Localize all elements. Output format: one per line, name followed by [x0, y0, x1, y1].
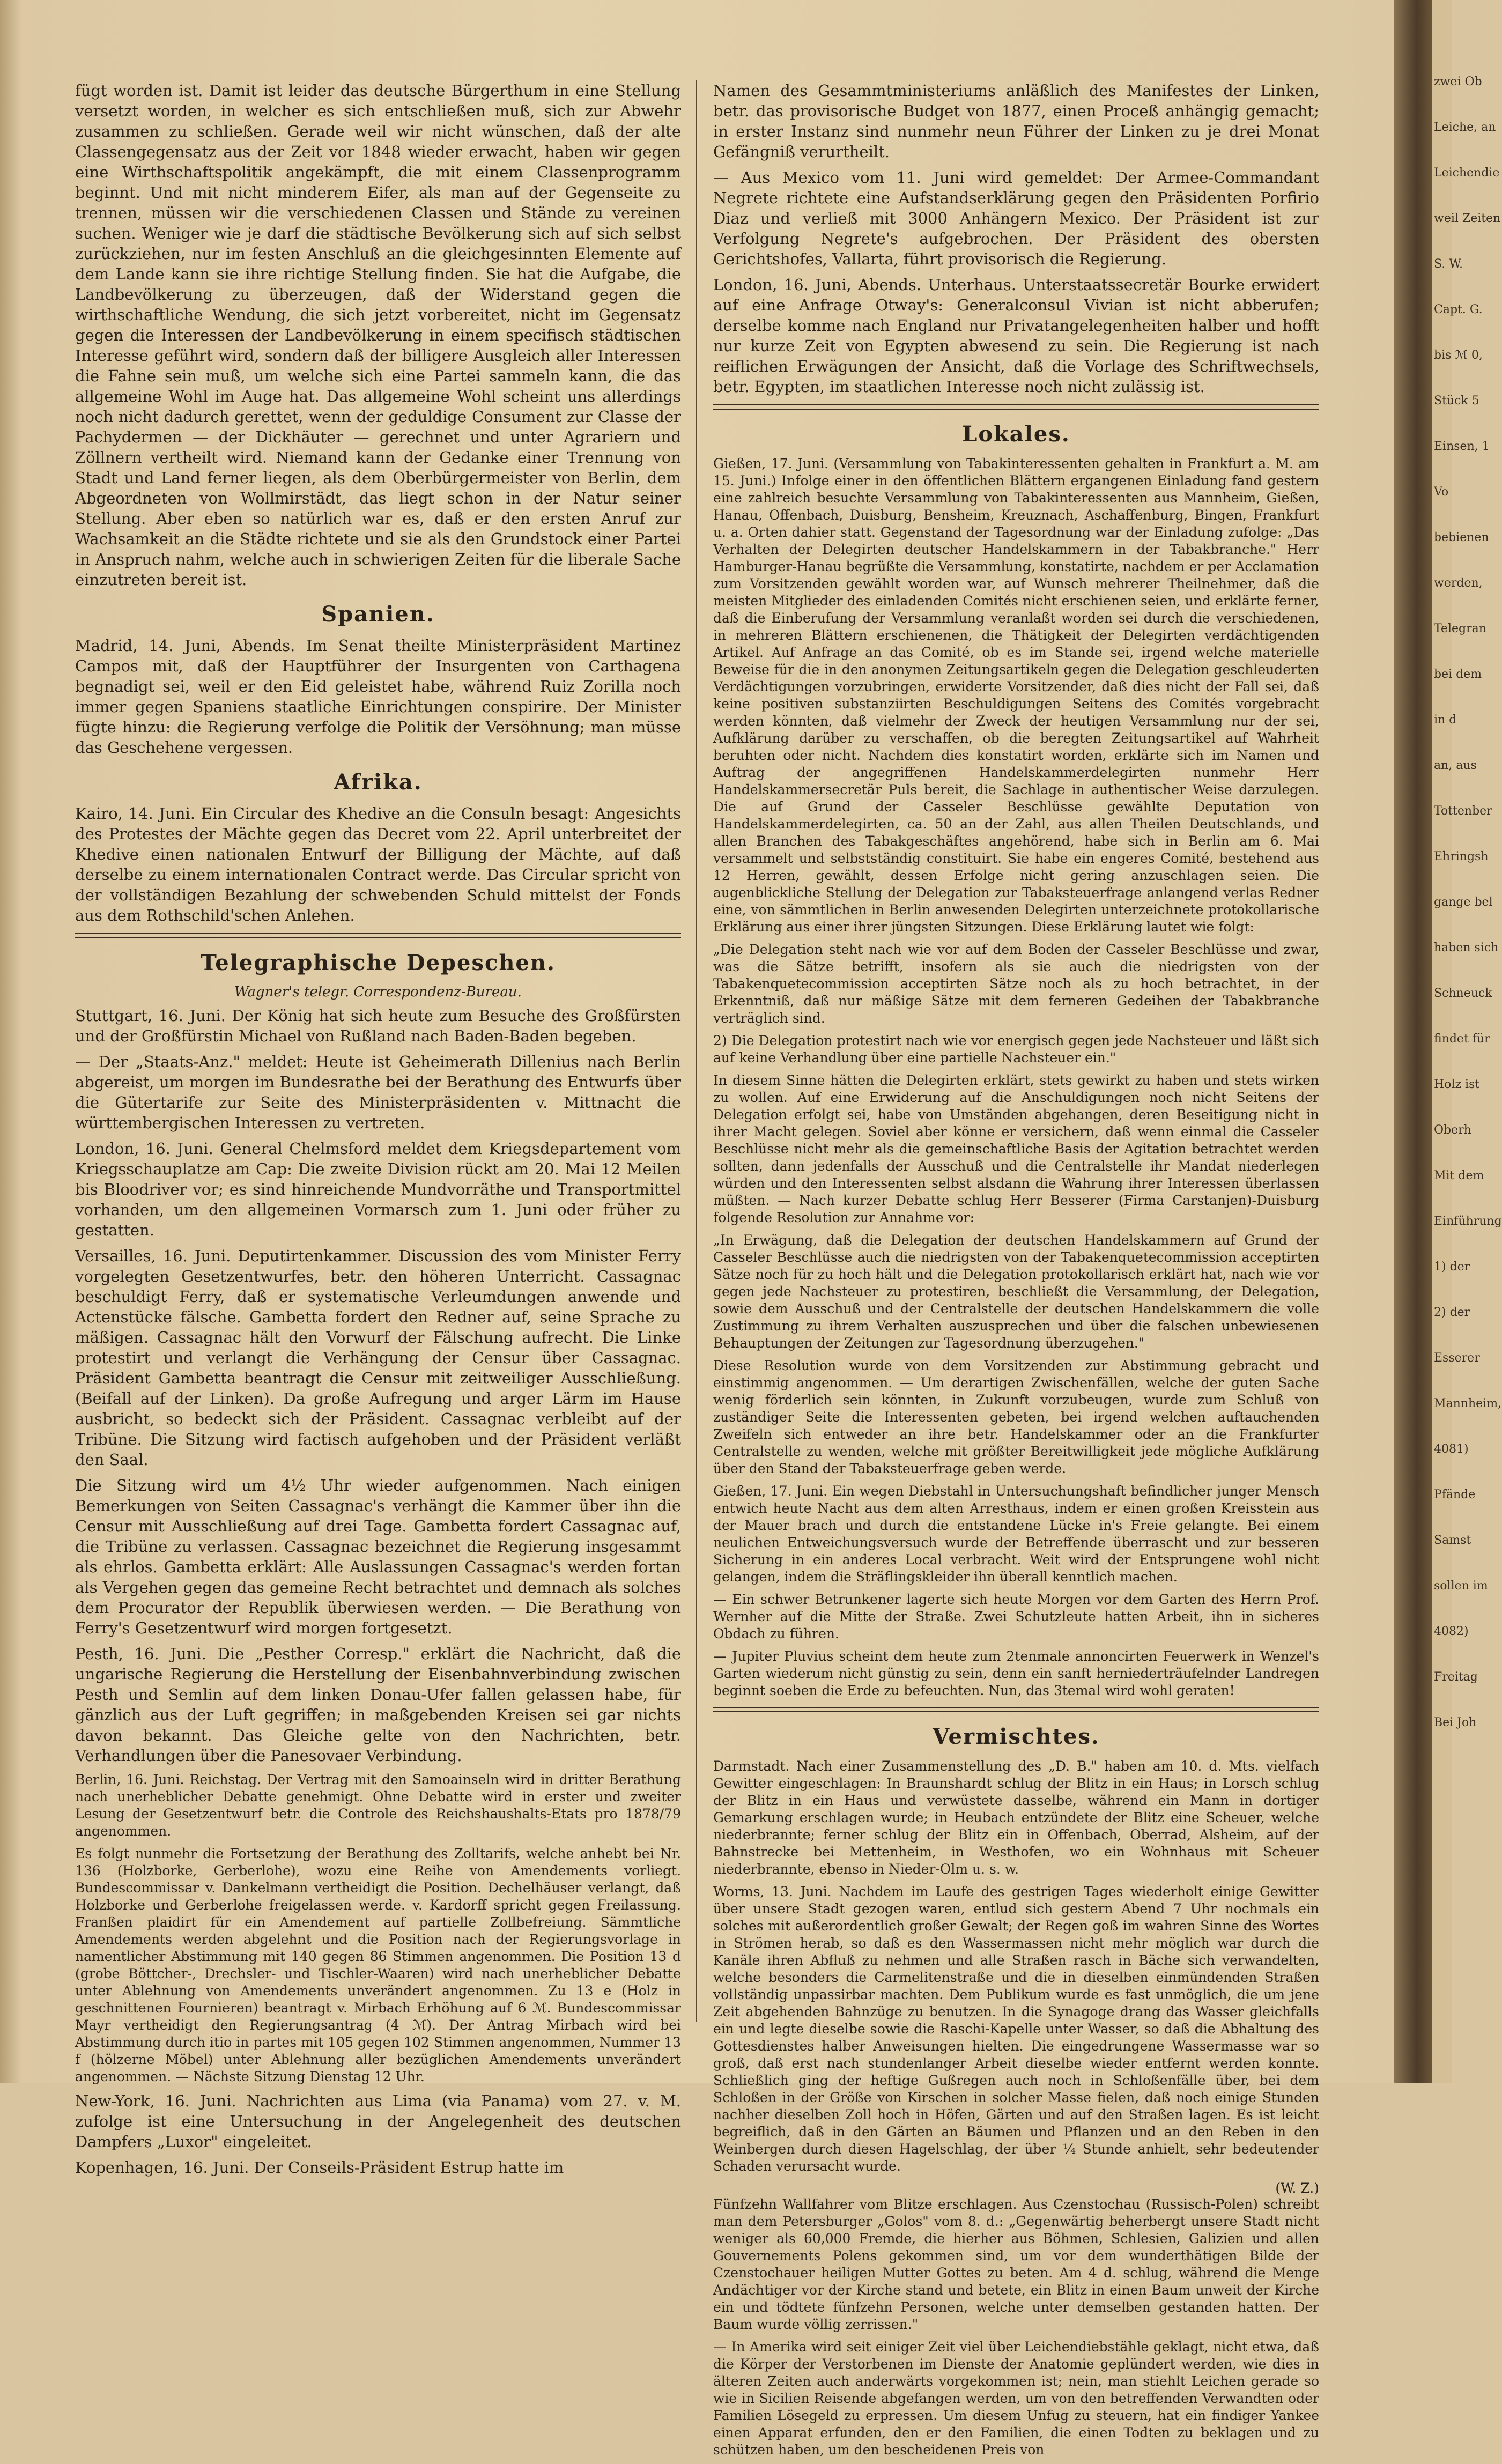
- section-heading-spain: Spanien.: [321, 602, 435, 627]
- telegram-versailles-cont: Die Sitzung wird um 4½ Uhr wieder aufgenommen. Nach einigen Bemerkungen von Seiten Cassagnac's verhängt die Kammer über ihn die Censur mit Ausschließung auf drei Tage. Gambetta fordert Cassagnac auf, die Tribüne zu verlassen. Cassagnac bezeichnet die Regierung insgesammt als ehrlos. Gambetta erklärt: Alle Auslassungen Cassagnac's werden fortan als Vergehen gegen das gemeine Recht betrachtet und demnach als solches dem Procurator der Republik überwiesen werden. — Die Berathung von Ferry's Gesetzentwurf wird morgen fortgesetzt.: [75, 1476, 681, 1637]
- telegram-pesth: Pesth, 16. Juni. Die „Pesther Corresp." erklärt die Nachricht, daß die ungarische Regierung die Herstellung der Eisenbahnverbindung zwischen Pesth und Semlin auf dem linken Donau-Ufer fallen gelassen habe, für gänzlich aus der Luft gegriffen; in maßgebenden Kreisen sei gar nichts davon bekannt. Das Gleiche gelte von den Nachrichten, betr. Verhandlungen über die Panesovaer Verbindung.: [75, 1645, 681, 1765]
- misc-darmstadt: Darmstadt. Nach einer Zusammenstellung des „D. B." haben am 10. d. Mts. vielfach Gewitter eingeschlagen: In Braunshardt schlug der Blitz in ein Haus; in Lorsch schlug der Blitz in ein Haus und verwüstete dasselbe, während ein Mann in dortiger Gemarkung erschlagen wurde; in Heubach entzündete der Blitz eine Scheuer, welche niederbrannte; ferner schlug der Blitz ein in Offenbach, Oberrad, Alsheim, auf der Bahnstrecke bei Mettenheim, in Westhofen, wo ein Wohnhaus mit Scheuer niederbrannte, ebenso in Nieder-Olm u. s. w.: [713, 1758, 1319, 1877]
- telegram-london: London, 16. Juni. General Chelmsford meldet dem Kriegsdepartement vom Kriegsschauplatze am Cap: Die zweite Division rückt am 20. Mai 12 Meilen bis Bloodriver vor; es sind hinreichende Mundvorräthe und Transportmittel vorhanden, um den allgemeinen Vormarsch zum 1. Juni oder früher zu gestatten.: [75, 1139, 681, 1239]
- telegram-copenhagen-cont: Namen des Gesammtministeriums anläßlich des Manifestes der Linken, betr. das provisorische Budget von 1877, einen Proceß anhängig gemacht; in erster Instanz sind nunmehr neun Führer der Linken zu je drei Monat Gefängniß verurtheilt.: [713, 82, 1319, 161]
- telegram-copenhagen: Kopenhagen, 16. Juni. Der Conseils-Präsident Estrup hatte im: [75, 2158, 564, 2177]
- misc-pilgrims: Fünfzehn Wallfahrer vom Blitze erschlagen. Aus Czenstochau (Russisch-Polen) schreibt man dem Petersburger „Golos" vom 8. d.: „Gegenwärtig beherbergt unsere Stadt nicht weniger als 60,000 Fremde, die hierher aus Böhmen, Schlesien, Galizien und allen Gouvernements Polens gekommen sind, um vor dem wunderthätigen Bilde der Czenstochauer heiligen Mutter Gottes zu beten. Am 4 d. schlug, während die Menge Andächtiger vor der Kirche stand und betete, ein Blitz in einen Baum unweit der Kirche ein und tödtete fünfzehn Personen, welche unter demselben gestanden hatten. Der Baum wurde völlig zerrissen.": [713, 2196, 1319, 2332]
- adjacent-page-fragment: Vo: [1434, 485, 1449, 499]
- misc-worms: Worms, 13. Juni. Nachdem im Laufe des gestrigen Tages wiederholt einige Gewitter über unsere Stadt gezogen waren, entlud sich gestern Abend 7 Uhr nochmals ein solches mit außerordentlich großer Gewalt; der Regen goß im wahren Sinne des Wortes in Strömen herab, so daß es den Wassermassen nicht mehr möglich war durch die Kanäle ihren Abfluß zu nehmen und alle Straßen rasch in Bäche sich verwandelten, welche besonders die Carmelitenstraße und die in dieselben einmündenden Straßen vollständig unpassirbar machten. Dem Publikum wurde es fast unmöglich, die um jene Zeit abgehenden Bahnzüge zu benutzen. In die Synagoge drang das Wasser gleichfalls ein und legte dieselbe sowie die Raschi-Kapelle unter Wasser, so daß die Abhaltung des Gottesdienstes halber Anweisungen hielten. Die eingedrungene Wassermasse war so groß, daß erst nach stundenlanger Arbeit dieselbe wieder entfernt werden konnte. Schließlich ging der heftige Gußregen auch noch in Schloßenfälle über, bei dem Schloßen in der Größe von Kirschen in solcher Masse fielen, daß noch einige Stunden nachher dieselben Zoll hoch in Höfen, Gärten und auf den Straßen lagen. Es ist leicht begreiflich, daß in den Gärten an Bäumen und Pflanzen und an den Reben in den Weinbergen durch diesen Hagelschlag, der über ¼ Stunde anhielt, sehr bedeutender Schaden verursacht wurde.: [713, 1884, 1319, 2174]
- section-heading-telegrams: Telegraphische Depeschen.: [201, 950, 556, 975]
- local-resolution-vote: Diese Resolution wurde von dem Vorsitzenden zur Abstimmung gebracht und einstimmig angenommen. — Um derartigen Zwischenfällen, welche der guten Sache wenig förderlich sein könnten, in Zukunft vorzubeugen, wurde zum Schluß von zuständiger Seite die Interessenten gebeten, bei irgend welchen auftauchenden Zweifeln sich entweder an ihre betr. Handelskammer oder an die Frankfurter Centralstelle zu wenden, welche mit größter Bereitwilligkeit jede mögliche Aufklärung über den Stand der Tabaksteuerfrage geben werde.: [713, 1358, 1319, 1476]
- adjacent-page-fragment: Ehringsh: [1434, 850, 1489, 863]
- adjacent-page-fragment: Holz ist: [1434, 1078, 1480, 1091]
- book-gutter: [1394, 0, 1432, 2083]
- adjacent-page-fragment: 4082): [1434, 1625, 1469, 1638]
- adjacent-page-fragment: Capt. G.: [1434, 303, 1483, 316]
- telegram-mexico: — Aus Mexico vom 11. Juni wird gemeldet: Der Armee-Commandant Negrete richtete eine Aufstandserklärung gegen den Präsidenten Porfirio Diaz und verließ mit 3000 Anhängern Mexico. Der Präsident ist zur Verfolgung Negrete's aufgebrochen. Der Präsident des obersten Gerichtshofes, Vallarta, führt provisorisch die Regierung.: [713, 168, 1319, 268]
- article-continuation: fügt worden ist. Damit ist leider das deutsche Bürgerthum in eine Stellung versetzt worden, in welcher es sich entschließen muß, sich zur Abwehr zusammen zu schließen. Gerade weil wir nicht wünschen, daß der alte Classengegensatz aus der Zeit vor 1848 wieder erwacht, haben wir gegen eine Wirthschaftspolitik angekämpft, die mit einem Classenprogramm beginnt. Und mit nicht minderem Eifer, als man auf der Gegenseite zu trennen, müssen wir die verschiedenen Classen und Stände zu vereinen suchen. Weniger wie je darf die städtische Bevölkerung sich auf sich selbst zurückziehen, nur im festen Anschluß an die gleichgesinnten Elemente auf dem Lande kann sie ihre richtige Stellung finden. Sie hat die Aufgabe, die Landbevölkerung zu überzeugen, daß der Widerstand gegen die wirthschaftliche Wendung, die sich jetzt vorbereitet, nicht im Gegensatz gegen die Interessen der Landbevölkerung in einem specifisch städtischen Interesse geführt wird, sondern daß der billigere Ausgleich aller Interessen die Fahne sein muß, um welche sich eine Partei sammeln kann, die das allgemeine Wohl im Auge hat. Das allgemeine Wohl scheint uns allerdings noch nicht dadurch gerettet, wenn der geduldige Consument zur Classe der Pachydermen — der Dickhäuter — gerechnet und unter Agrariern und Zöllnern vertheilt wird. Niemand kann der Gedanke einer Trennung von Stadt und Land ferner liegen, als dem Oberbürgermeister von Berlin, dem Abgeordneten von Wollmirstädt, das liegt schon in der Natur seiner Stellung. Aber eben so natürlich war es, daß er den ersten Anruf zur Wachsamkeit an die Städte richtete und sie als den Grundstock einer Partei in Anspruch nahm, welche auch in schwierigen Zeiten für die liberale Sache einzutreten bereit ist.: [75, 82, 681, 589]
- adjacent-page-fragment: Einsen, 1: [1434, 440, 1490, 453]
- section-heading-africa: Afrika.: [334, 769, 423, 795]
- telegram-berlin: Berlin, 16. Juni. Reichstag. Der Vertrag mit den Samoainseln wird in dritter Berathung nach unerheblicher Debatte genehmigt. Ohne Debatte wird in erster und zweiter Lesung der Gesetzentwurf betr. die Controle des Reichshaushalts-Etats pro 1878/79 angenommen.: [75, 1772, 681, 1839]
- adjacent-page-fragment: Einführung: [1434, 1215, 1502, 1228]
- telegram-bureau-credit: Wagner's telegr. Correspondenz-Bureau.: [234, 984, 522, 1000]
- local-drunk: — Ein schwer Betrunkener lagerte sich heute Morgen vor dem Garten des Herrn Prof. Wernher auf die Mitte der Straße. Zwei Schutzleute hatten Arbeit, ihn in sicheres Obdach zu führen.: [713, 1592, 1319, 1641]
- telegram-newyork: New-York, 16. Juni. Nachrichten aus Lima (via Panama) vom 27. v. M. zufolge ist eine Untersuchung in der Angelegenheit des deutschen Dampfers „Luxor" eingeleitet.: [75, 2092, 681, 2151]
- misc-signature: (W. Z.): [1275, 2180, 1319, 2196]
- local-fireworks: — Jupiter Pluvius scheint dem heute zum 2tenmale annoncirten Feuerwerk in Wenzel's Garten wiederum nicht günstig zu sein, denn ein sanft herniederträufelnder Landregen beginnt soeben die Erde zu befeuchten. Nun, das 3temal wird wohl geraten!: [713, 1648, 1319, 1698]
- adjacent-page-fragment: Stück 5: [1434, 394, 1479, 408]
- section-divider: [713, 404, 1319, 410]
- adjacent-page-fragment: bis ℳ 0,: [1434, 349, 1483, 362]
- local-tobacco-meeting: Gießen, 17. Juni. (Versammlung von Tabakinteressenten gehalten in Frankfurt a. M. am 15. Juni.) Infolge einer in den öffentlichen Blättern ergangenen Einladung fand gestern eine zahlreich besuchte Versammlung von Tabakinteressenten aus Mannheim, Gießen, Hanau, Offenbach, Duisburg, Bensheim, Kreuznach, Aschaffenburg, Bingen, Frankfurt u. a. Orten dahier statt. Gegenstand der Tagesordnung war der Einladung zufolge: „Das Verhalten der Delegirten deutscher Handelskammern in der Tabakbranche." Herr Hamburger-Hanau begrüßte die Versammlung, konstatirte, nachdem er per Acclamation zum Vorsitzenden gewählt worden war, auf Wunsch mehrerer Theilnehmer, daß die meisten Mitglieder des einladenden Comités nicht erschienen seien, und erklärte ferner, daß die Einberufung der Versammlung veranlaßt worden sei durch die verschiedenen, in mehreren Blättern erschienenen, die Thätigkeit der Delegirten verdächtigenden Artikel. Auf Anfrage an das Comité, ob es im Stande sei, irgend welche materielle Beweise für die in den anonymen Zeitungsartikeln gegen die Delegation geschleuderten Verdächtigungen vorzubringen, erwiderte Vorsitzender, daß dies nicht der Fall sei, daß keine positiven substanziirten Beschuldigungen Seitens des Comités vorgebracht werden könnten, daß vielmehr der Zweck der heutigen Versammlung nur der sei, Aufklärung darüber zu verschaffen, ob die beregten Zeitungsartikel auf Wahrheit beruhten oder nicht. Nachdem dies konstatirt worden, erklärte sich im Namen und Auftrag der angegriffenen Handelskammerdelegirten nunmehr Herr Handelskammersecretär Puls bereit, die Sachlage in authentischer Weise darzulegen. Die auf Grund der Casseler Beschlüsse gewählte Deputation von Handelskammerdelegirten, ca. 50 an der Zahl, aus allen Theilen Deutschlands, und allen Branchen des Tabakgeschäftes angehörend, habe sich in Berlin am 6. Mai versammelt und selbstständig constituirt. Sie habe ein engeres Comité, bestehend aus 12 Herren, gewählt, dessen Erfolge nicht gering anzuschlagen seien. Die augenblickliche Stellung der Delegation zur Tabaksteuerfrage anlangend verlas Redner eine, von sämmtlichen in Berlin anwesenden Delegirten unterzeichnete protokollarische Erklärung aus einer ihrer jüngsten Sitzungen. Diese Erklärung lautet wie folgt:: [713, 456, 1319, 935]
- telegram-versailles: Versailles, 16. Juni. Deputirtenkammer. Discussion des vom Minister Ferry vorgelegten Gesetzentwurfes, betr. den höheren Unterricht. Cassagnac beschuldigt Ferry, daß er systematische Verleumdungen anwende und Actenstücke fälsche. Gambetta fordert den Redner auf, seine Sprache zu mäßigen. Cassagnac hält den Vorwurf der Fälschung aufrecht. Die Linke protestirt und verlangt die Verhängung der Censur über Cassagnac. Präsident Gambetta beantragt die Censur mit zeitweiliger Ausschließung. (Beifall auf der Linken). Da große Aufregung und arger Lärm im Hause ausbricht, so bedeckt sich der Präsident. Cassagnac verbleibt auf der Tribüne. Die Sitzung wird factisch aufgehoben und der Präsident verläßt den Saal.: [75, 1247, 681, 1469]
- adjacent-page-fragment: sollen im: [1434, 1579, 1488, 1593]
- adjacent-page-fragment: weil Zeiten: [1434, 212, 1501, 225]
- section-heading-misc: Vermischtes.: [933, 1724, 1100, 1749]
- adjacent-page-fragment: Pfände: [1434, 1488, 1476, 1501]
- adjacent-page-fragment: gange bel: [1434, 896, 1493, 909]
- adjacent-page-fragment: werden,: [1434, 576, 1483, 590]
- section-heading-local: Lokales.: [962, 421, 1070, 447]
- adjacent-page-fragment: 1) der: [1434, 1260, 1470, 1274]
- article-africa: Kairo, 14. Juni. Ein Circular des Khedive an die Consuln besagt: Angesichts des Protestes der Mächte gegen das Decret vom 22. April unterbreitet der Khedive einen nationalen Entwurf der Billigung der Mächte, auf daß derselbe zu einem internationalen Contract werde. Das Circular spricht von der vollständigen Bezahlung der schwebenden Schuld mittelst der Fonds aus dem Rothschild'schen Anlehen.: [75, 804, 681, 924]
- adjacent-page-fragment: S. W.: [1434, 257, 1463, 271]
- adjacent-page-fragment: Schneuck: [1434, 987, 1492, 1000]
- adjacent-page-fragment: 2) der: [1434, 1306, 1470, 1319]
- local-escape: Gießen, 17. Juni. Ein wegen Diebstahl in Untersuchungshaft befindlicher junger Mensch entwich heute Nacht aus dem alten Arresthaus, indem er einen großen Kreisstein aus der Mauer brach und durch die entstandene Lücke in's Freie gelangte. Bei einem neulichen Entweichungsversuch wurde der Betreffende überrascht und zur besseren Sicherung in ein anderes Local verbracht. Weit wird der Entsprungene wohl nicht gelangen, indem die Sträflingskleider ihn überall kenntlich machen.: [713, 1483, 1319, 1585]
- adjacent-page-fragment: Leichendie: [1434, 166, 1500, 180]
- column-right: [713, 80, 1319, 2464]
- column-left: [75, 80, 681, 2183]
- telegram-staatsanzeiger: — Der „Staats-Anz." meldet: Heute ist Geheimerath Dillenius nach Berlin abgereist, um morgen im Bundesrathe bei der Berathung des Entwurfs über die Gütertarife zur Seite des Ministerpräsidenten v. Mittnacht die württembergischen Interessen zu vertreten.: [75, 1053, 681, 1132]
- adjacent-page-fragment: in d: [1434, 713, 1457, 727]
- column-rule: [696, 80, 697, 2022]
- local-declaration-2: 2) Die Delegation protestirt nach wie vor energisch gegen jede Nachsteuer und läßt sich auf keine Verhandlung über eine partielle Nachsteuer ein.": [713, 1033, 1319, 1065]
- adjacent-page-fragment: Tottenber: [1434, 804, 1492, 818]
- local-declaration-1: „Die Delegation steht nach wie vor auf dem Boden der Casseler Beschlüsse und zwar, was die Sätze betrifft, insofern als sie auch die niedrigsten von der Tabakenquetecommission acceptirten Sätze noch als zu hoch betrachtet, in der Erkenntniß, daß nur mäßige Sätze mit dem ferneren Gedeihen der Tabakbranche verträglich sind.: [713, 942, 1319, 1026]
- adjacent-page-fragment: zwei Ob: [1434, 75, 1482, 88]
- adjacent-page-fragment: Oberh: [1434, 1123, 1471, 1137]
- section-divider: [713, 1707, 1319, 1712]
- local-resolution: „In Erwägung, daß die Delegation der deutschen Handelskammern auf Grund der Casseler Beschlüsse auch die niedrigsten von der Tabakenquetecommission acceptirten Sätze noch für zu hoch hält und die Delegation protokollarisch erklärt hat, nach wie vor gegen jede Nachsteuer zu protestiren, beschließt die Versammlung, der Delegation, sowie dem Ausschuß und der Centralstelle der deutschen Handelskammern die volle Zustimmung zu ihrem Verhalten auszusprechen und über die falschen unbewiesenen Behauptungen der Zeitungen zur Tagesordnung überzugehen.": [713, 1232, 1319, 1351]
- article-spain: Madrid, 14. Juni, Abends. Im Senat theilte Ministerpräsident Martinez Campos mit, daß der Hauptführer der Insurgenten von Carthagena begnadigt sei, weil er den Eid geleistet habe, während Ruiz Zorilla noch immer gegen Spaniens staatliche Einrichtungen conspirire. Der Minister fügte hinzu: die Regierung verfolge die Politik der Versöhnung; man müsse das Geschehene vergessen.: [75, 637, 681, 757]
- local-meeting-cont: In diesem Sinne hätten die Delegirten erklärt, stets gewirkt zu haben und stets wirken zu wollen. Auf eine Erwiderung auf die Anschuldigungen noch nicht Seitens der Delegation erfolgt sei, habe von Umständen abgehangen, deren Beseitigung nicht in ihrer Macht gelegen. Soviel aber könne er versichern, daß wenn einmal die Casseler Beschlüsse nicht mehr als die gemeinschaftliche Basis der Agitation betrachtet werden sollten, dann jedenfalls der Ausschuß und die Centralstelle ihr Mandat niederlegen würden und den Interessenten selbst alsdann die Wahrung ihrer Interessen überlassen müßten. — Nach kurzer Debatte schlug Herr Besserer (Firma Carstanjen)-Duisburg folgende Resolution zur Annahme vor:: [713, 1072, 1319, 1225]
- adjacent-page-fragment: 4081): [1434, 1442, 1469, 1456]
- adjacent-page-fragment: haben sich: [1434, 941, 1499, 954]
- adjacent-page-fragment: an, aus: [1434, 759, 1477, 772]
- telegram-berlin-cont: Es folgt nunmehr die Fortsetzung der Berathung des Zolltarifs, welche anhebt bei Nr. 136 (Holzborke, Gerberlohe), wozu eine Reihe von Amendements vorliegt. Bundescommissar v. Dankelmann vertheidigt die Position. Dechelhäuser verlangt, daß Holzborke und Gerberlohe freigelassen werde. v. Kardorff spricht gegen Freilassung. Franßen plaidirt für ein Amendement auf partielle Zollbefreiung. Sämmtliche Amendements werden abgelehnt und die Position nach der Regierungsvorlage in namentlicher Abstimmung mit 140 gegen 86 Stimmen angenommen. Die Position 13 d (grobe Böttcher-, Drechsler- und Tischler-Waaren) wird nach unerheblicher Debatte unter Ablehnung von Amendements unverändert angenommen. Zu 13 e (Holz in geschnittenen Fournieren) beantragt v. Mirbach Erhöhung auf 6 ℳ. Bundescommissar Mayr vertheidigt den Regierungsantrag (4 ℳ). Der Antrag Mirbach wird bei Abstimmung durch itio in partes mit 105 gegen 102 Stimmen angenommen, Nummer 13 f (hölzerne Möbel) unter Ablehnung aller bezüglichen Amendements unverändert angenommen. — Nächste Sitzung Dienstag 12 Uhr.: [75, 1846, 681, 2084]
- adjacent-page-fragment: Telegran: [1434, 622, 1486, 635]
- adjacent-page-fragment: Mit dem: [1434, 1169, 1484, 1182]
- adjacent-page-fragment: bebienen: [1434, 531, 1489, 544]
- page-shadow: [0, 0, 21, 2083]
- section-divider: [75, 933, 681, 938]
- adjacent-page-edge: [1432, 0, 1502, 2083]
- adjacent-page-fragment: Mannheim,: [1434, 1397, 1502, 1410]
- adjacent-page-fragment: bei dem: [1434, 668, 1482, 681]
- misc-america: — In Amerika wird seit einiger Zeit viel über Leichendiebstähle geklagt, nicht etwa, daß die Körper der Verstorbenen im Dienste der Anatomie geplündert werden, wie dies in älteren Zeiten auch anderwärts vorgekommen ist; nein, man stiehlt Leichen gerade so wie in Sicilien Reisende abgefangen werden, um von den betreffenden Verwandten oder Familien Lösegeld zu erpressen. Um diesem Unfug zu steuern, hat ein findiger Yankee einen Apparat erfunden, den er den Familien, die einen Todten zu beklagen und zu schützen haben, um den bescheidenen Preis von: [713, 2339, 1319, 2458]
- telegram-stuttgart: Stuttgart, 16. Juni. Der König hat sich heute zum Besuche des Großfürsten und der Großfürstin Michael von Rußland nach Baden-Baden begeben.: [75, 1007, 681, 1045]
- adjacent-page-fragment: Esserer: [1434, 1351, 1480, 1365]
- telegram-london-evening: London, 16. Juni, Abends. Unterhaus. Unterstaatssecretär Bourke erwidert auf eine Anfrage Otway's: Generalconsul Vivian ist nicht abberufen; derselbe komme nach England nur Privatangelegenheiten halber und hofft nur kurze Zeit von Egypten abwesend zu sein. Die Regierung ist nach reiflichen Erwägungen der Ansicht, daß die Vorlage des Schriftwechsels, betr. Egypten, im staatlichen Interesse noch nicht zulässig ist.: [713, 276, 1319, 396]
- adjacent-page-fragment: Freitag: [1434, 1670, 1478, 1684]
- adjacent-page-fragment: Bei Joh: [1434, 1716, 1477, 1729]
- adjacent-page-fragment: Samst: [1434, 1534, 1471, 1547]
- adjacent-page-fragment: findet für: [1434, 1032, 1490, 1046]
- adjacent-page-fragment: Leiche, an: [1434, 121, 1496, 134]
